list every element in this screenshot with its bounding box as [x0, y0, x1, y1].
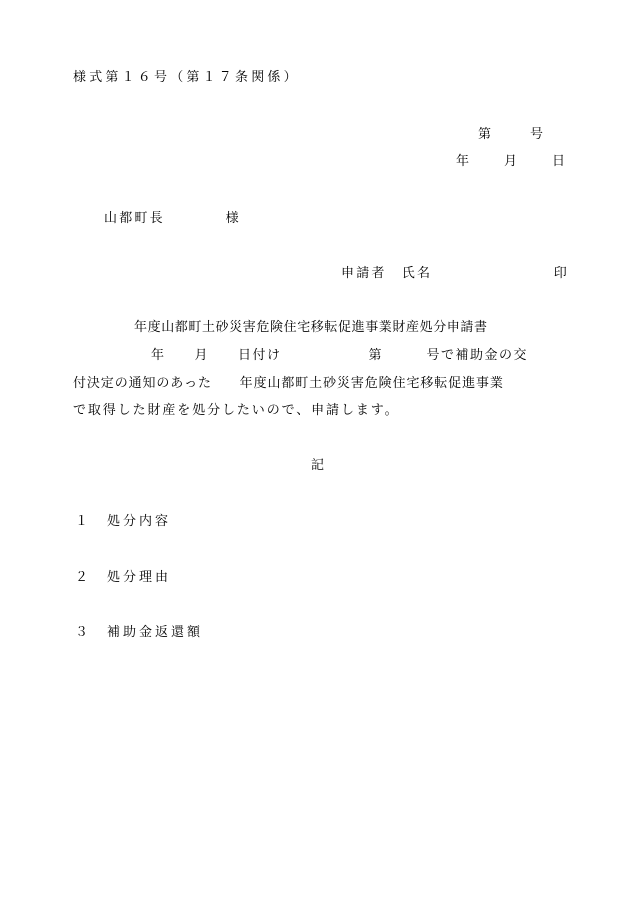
- item-disposal-reason: ２ 処分理由: [75, 570, 172, 585]
- item-subsidy-refund: ３ 補助金返還額: [75, 625, 204, 640]
- addressee: 山都町長 様: [104, 211, 241, 226]
- body-line-1: 年 月 日付け 第 号で補助金の交: [151, 348, 529, 363]
- form-label: 様式第１６号（第１７条関係）: [73, 70, 300, 85]
- document-date: 年 月 日: [456, 154, 569, 169]
- item-disposal-content: １ 処分内容: [75, 514, 172, 529]
- ki-heading: 記: [311, 458, 327, 473]
- body-line-3: で取得した財産を処分したいので、申請します。: [73, 403, 400, 418]
- applicant-name-line: 申請者 氏名 印: [341, 266, 570, 281]
- body-line-2: 付決定の通知のあった 年度山都町土砂災害危険住宅移転促進事業: [73, 376, 504, 391]
- document-subject: 年度山都町土砂災害危険住宅移転促進事業財産処分申請書: [134, 320, 488, 335]
- document-number: 第 号: [478, 127, 544, 142]
